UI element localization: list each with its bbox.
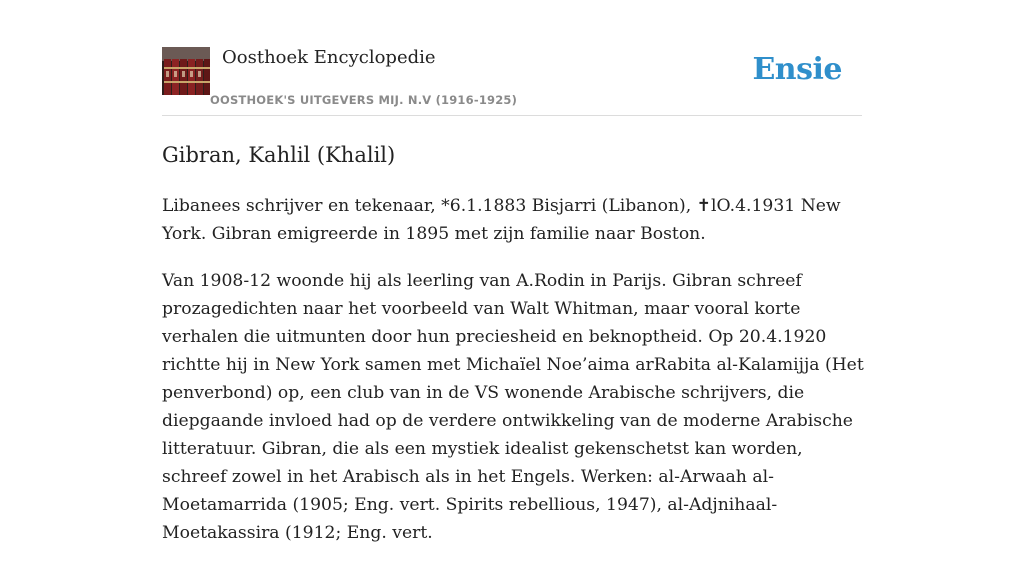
article-paragraph: Van 1908-12 woonde hij als leerling van A.Rodin in Parijs. Gibran schreef prozagedichten naar het voorbeeld van Walt Whitman, maar vooral korte verhalen die uitmunten door hun preciesheid en beknoptheid. Op 20.4.1920 richtte hij in New York samen met Michaïel Noe’aima arRabita al-Kalamijja (Het penverbond) op, een club van in de VS wonende Arabische schrijvers, die diepgaande invloed had op de verdere ontwikkeling van de moderne Arabische litteratuur. Gibran, die als een mystiek idealist gekenschetst kan worden, schreef zowel in het Arabisch als in het Engels. Werken: al-Arwaah al-Moetamarrida (1905; Eng. vert. Spirits rebellious, 1947), al-Adjnihaal-Moetakassira (1912; Eng. vert. bbox=[162, 271, 864, 543]
site-header bbox=[162, 46, 862, 116]
ensie-logo-link[interactable]: Ensie bbox=[752, 52, 842, 87]
article-title: Gibran, Kahlil (Khalil) bbox=[162, 143, 396, 167]
encyclopedia-books-icon[interactable] bbox=[162, 47, 210, 95]
publisher-subtitle: OOSTHOEK'S UITGEVERS MIJ. N.V (1916-1925) bbox=[210, 93, 518, 107]
article-body bbox=[162, 192, 872, 566]
site-name-link[interactable]: Oosthoek Encyclopedie bbox=[222, 47, 436, 68]
article-paragraph: Libanees schrijver en tekenaar, *6.1.1883 Bisjarri (Libanon), ✝lO.4.1931 New York. Gibran emigreerde in 1895 met zijn familie naar Boston. bbox=[162, 196, 841, 244]
